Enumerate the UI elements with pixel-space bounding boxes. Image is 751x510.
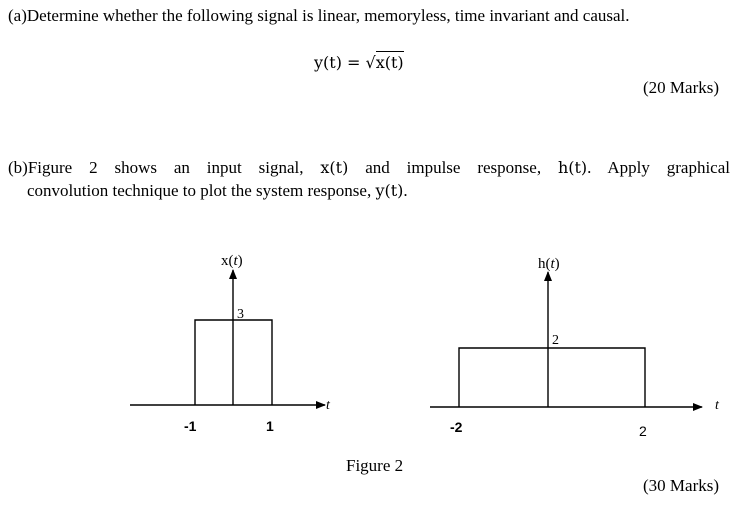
x-signal-plot (130, 253, 331, 434)
h-tick-left: -2 (450, 419, 463, 435)
h-symbol: h(t) (557, 158, 588, 177)
h-amplitude-label: 2 (552, 333, 559, 348)
x-axis-var-label: t (326, 398, 330, 413)
equation-radicand: x(t) (375, 53, 404, 72)
marks-a: (20 Marks) (643, 78, 720, 97)
equation-lhs: y(t) = (314, 53, 366, 72)
question-a-label: (a) (8, 6, 27, 25)
marks-b: (30 Marks) (643, 476, 720, 495)
x-tick-right: 1 (266, 418, 274, 434)
h-plot-title: h(t) (538, 256, 560, 272)
x-symbol: x(t) (320, 158, 349, 177)
question-a-text: Determine whether the following signal is linear, memoryless, time invariant and causal. (26, 6, 630, 25)
question-b-label: (b) (8, 158, 28, 177)
h-tick-right: 2 (639, 423, 647, 439)
question-b-text4: convolution technique to plot the system response, (27, 181, 376, 200)
h-pulse (459, 348, 645, 407)
y-symbol: y(t) (375, 181, 404, 200)
x-amplitude-label: 3 (237, 307, 244, 322)
figure-caption: Figure 2 (346, 456, 404, 475)
question-b-text3: . Apply graphical (587, 158, 730, 177)
question-b-text2: and impulse response, (348, 158, 558, 177)
x-plot-title: x(t) (221, 253, 243, 269)
x-tick-left: -1 (184, 418, 197, 434)
h-axis-var-label: t (715, 398, 719, 413)
question-b-text1: Figure 2 shows an input signal, (27, 158, 321, 177)
h-signal-plot (430, 256, 720, 439)
question-b-text5: . (403, 181, 408, 200)
sqrt-symbol: √ (365, 53, 376, 72)
